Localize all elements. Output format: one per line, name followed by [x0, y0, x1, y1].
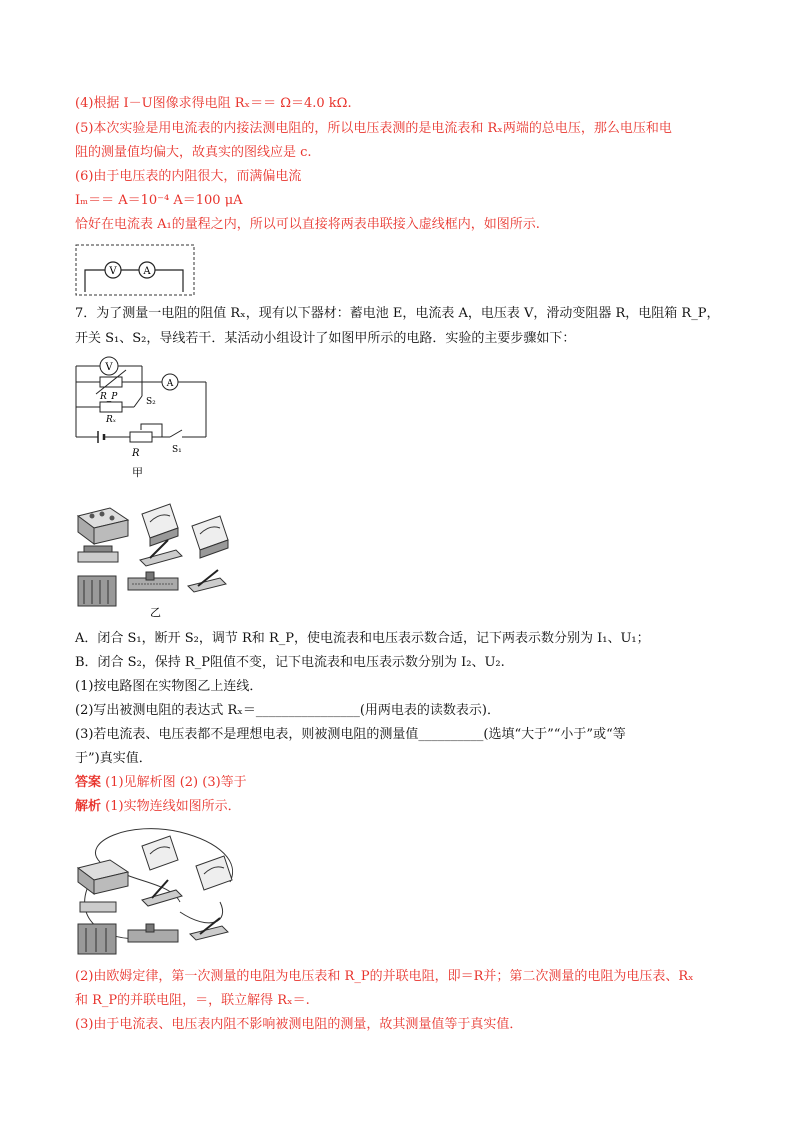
ammeter-label: A — [166, 379, 174, 389]
rheostat-illustration — [128, 924, 178, 942]
wired-apparatus-figure — [70, 822, 250, 962]
solution-step-5: (5)本次实验是用电流表的内接法测电阻的，所以电压表测的是电流表和 Rₓ两端的总电压，那么电压和电 — [75, 121, 672, 136]
question-3: (3)若电流表、电压表都不是理想电表，则被测电阻的测量值__________(选填“大于”“小于”或“等 — [75, 727, 626, 742]
resistance-box-illustration — [78, 508, 128, 544]
switch-illustration — [78, 546, 118, 562]
step-a: A．闭合 S₁，断开 S₂，调节 R和 R_P，使电流表和电压表示数合适，记下两表示数分别为 I₁、U₁； — [75, 631, 650, 646]
rp-label: R_P — [100, 392, 118, 402]
knife-switch-illustration — [142, 880, 182, 906]
analysis-line-1 — [75, 798, 241, 816]
answer-label: 答案 — [75, 775, 102, 790]
question-3-cont: 于”)真实值． — [75, 751, 152, 766]
switch-illustration-2 — [188, 570, 226, 592]
rx-label: Rₓ — [106, 415, 116, 425]
switch-illustration — [80, 902, 116, 912]
step-b: B．闭合 S₂，保持 R_P阻值不变，记下电流表和电压表示数分别为 I₂、U₂. — [75, 655, 505, 670]
problem-7-stem-cont: 开关 S₁、S₂，导线若干．某活动小组设计了如图甲所示的电路．实验的主要步骤如下： — [75, 331, 576, 346]
battery-illustration — [78, 576, 116, 606]
analysis-label: 解析 — [75, 799, 102, 814]
figure-caption-yi: 乙 — [150, 606, 161, 619]
voltmeter-label: V — [109, 266, 117, 277]
resistance-box-illustration — [78, 860, 128, 894]
question-1: (1)按电路图在实物图乙上连线． — [75, 679, 263, 694]
problem-7-stem: 7．为了测量一电阻的阻值 Rₓ，现有以下器材：蓄电池 E，电流表 A，电压表 V，滑动变阻器 R，电阻箱 R_P， — [75, 306, 720, 321]
answer-line — [75, 774, 247, 792]
solution-step-6: (6)由于电压表的内阻很大，而满偏电流 — [75, 169, 302, 184]
answer-text: (1)见解析图 (2) (3)等于 — [105, 775, 247, 790]
battery-illustration — [78, 924, 116, 954]
analysis-line-3: 和 R_P的并联电阻，＝，联立解得 Rₓ＝. — [75, 993, 310, 1008]
series-meter-diagram — [75, 244, 195, 296]
figure-caption-jia: 甲 — [132, 466, 143, 479]
s1-label: S₁ — [172, 445, 182, 455]
circuit-diagram-jia — [70, 352, 220, 480]
r-label: R — [132, 448, 140, 459]
rheostat-illustration — [128, 572, 178, 590]
switch-illustration-2 — [190, 918, 228, 940]
ammeter-illustration — [192, 516, 228, 558]
voltmeter-illustration — [142, 836, 178, 870]
question-2: (2)写出被测电阻的表达式 Rₓ＝________________(用两电表的读数表示)． — [75, 703, 500, 718]
ammeter-illustration — [196, 856, 232, 890]
solution-step-4: (4)根据 I－U图像求得电阻 Rₓ＝＝ Ω＝4.0 kΩ. — [75, 96, 352, 111]
apparatus-figure-yi — [70, 500, 250, 620]
knife-switch-illustration — [140, 540, 182, 566]
solution-step-6-formula: Iₘ＝＝ A＝10⁻⁴ A＝100 μA — [75, 193, 243, 208]
analysis-line-2: (2)由欧姆定律，第一次测量的电阻为电压表和 R_P的并联电阻，即＝R并；第二次测量的电阻为电压表、Rₓ — [75, 969, 694, 984]
voltmeter-label: V — [105, 362, 113, 373]
solution-step-6-conclusion: 恰好在电流表 A₁的量程之内，所以可以直接将两表串联接入虚线框内，如图所示. — [75, 217, 540, 232]
voltmeter-illustration — [142, 504, 178, 546]
analysis-line-4: (3)由于电流表、电压表内阻不影响被测电阻的测量，故其测量值等于真实值． — [75, 1017, 523, 1032]
s2-label: S₂ — [146, 397, 156, 407]
ammeter-label: A — [143, 266, 151, 277]
analysis-text-1: (1)实物连线如图所示． — [105, 799, 241, 814]
solution-step-5-cont: 阻的测量值均偏大，故真实的图线应是 c. — [75, 145, 312, 160]
